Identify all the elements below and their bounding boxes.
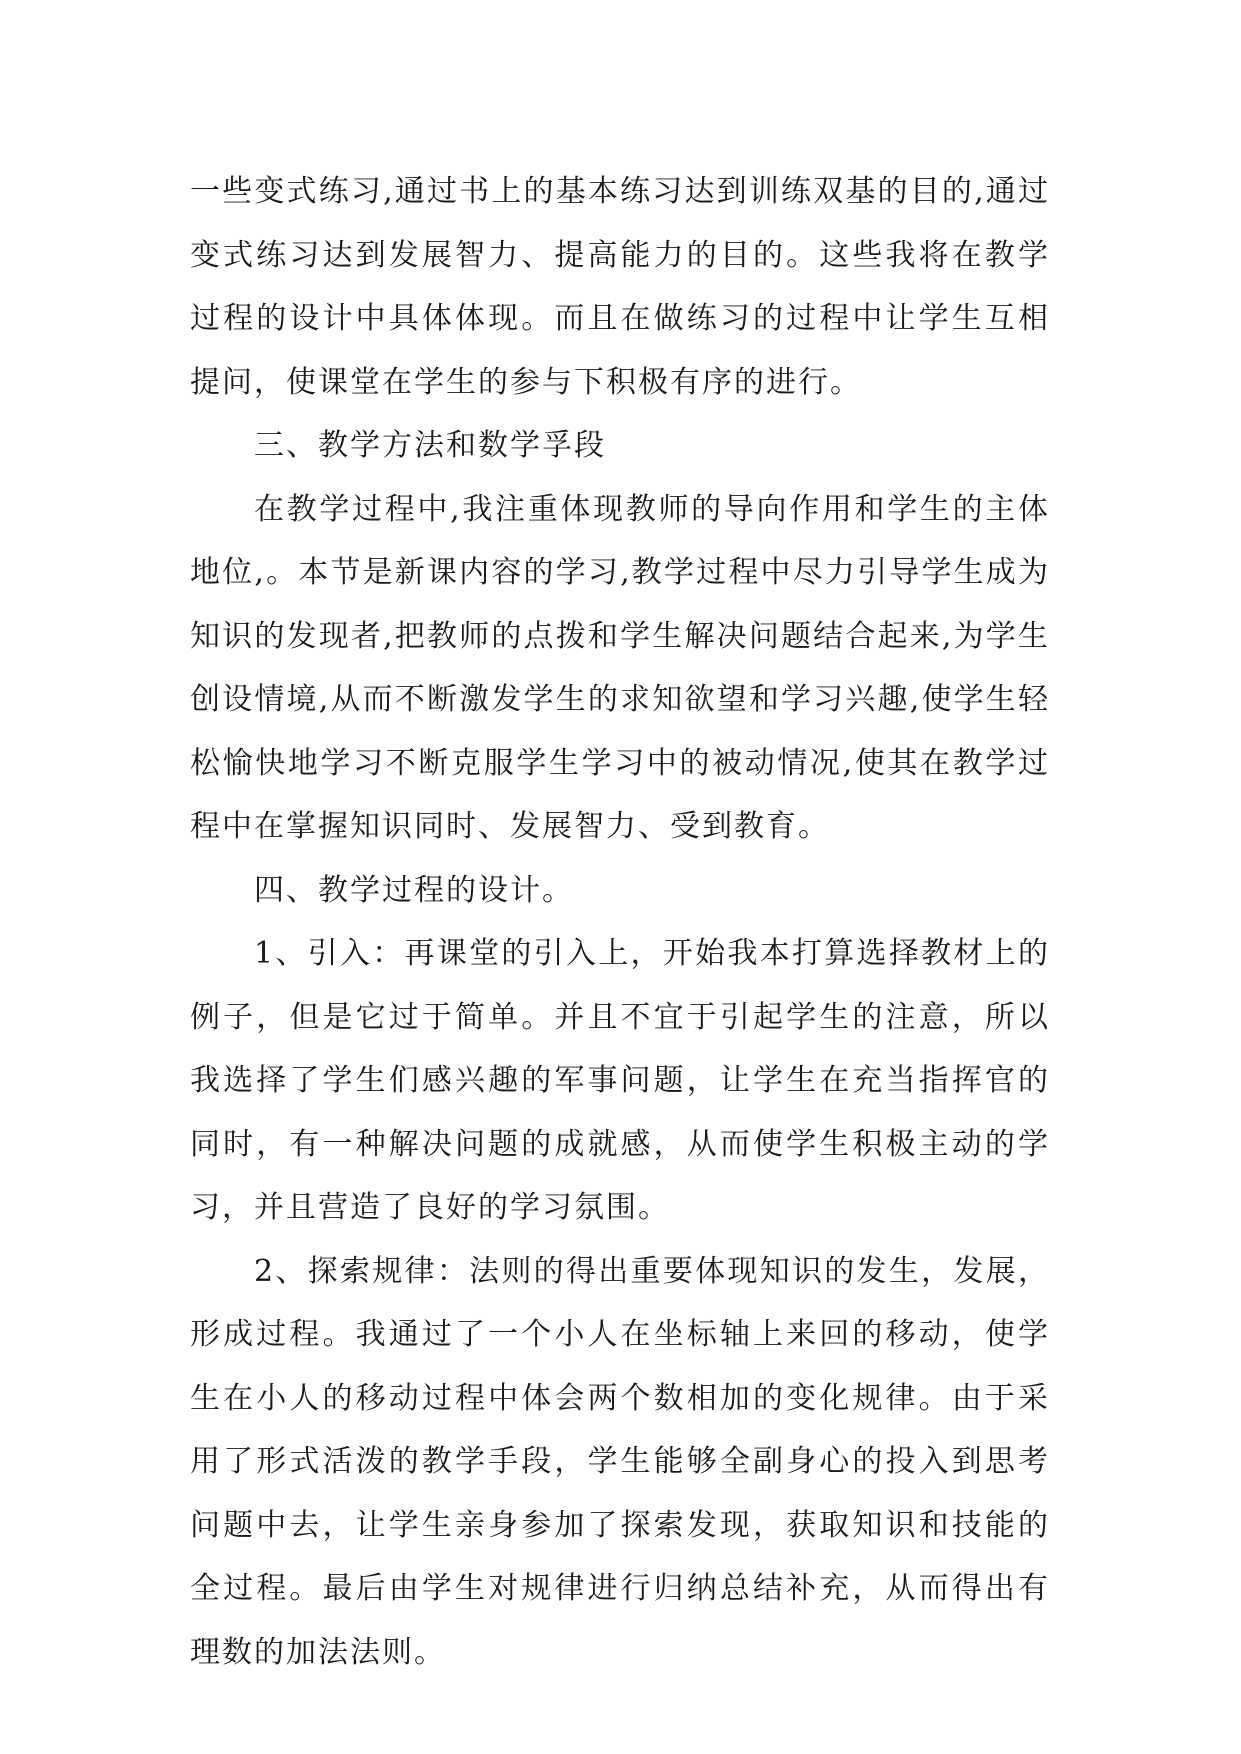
document-body (190, 160, 1050, 1684)
heading-process-design: 四、教学过程的设计。 (254, 872, 574, 908)
paragraph-explore-rules: 2、探索规律：法则的得出重要体现知识的发生，发展，形成过程。我通过了一个小人在坐标轴上来回的移动，使学生在小人的移动过程中体会两个数相加的变化规律。由于采用了形式活泼的教学手段，学生能够全副身心的投入到思考问题中去，让学生亲身参加了探索发现，获取知识和技能的全过程。最后由学生对规律进行归纳总结补充，从而得出有理数的加法法则。 (190, 1253, 1050, 1670)
heading-teaching-methods: 三、教学方法和数学孚段 (254, 428, 606, 463)
paragraph-teaching-methods: 在教学过程中,我注重体现教师的导向作用和学生的主体地位,。本节是新课内容的学习,教学过程中尽力引导学生成为知识的发现者,把教师的点拨和学生解决问题结合起来,为学生创设情境,从而不断激发学生的求知欲望和学习兴趣,使学生轻松愉快地学习不断克服学生学习中的被动情况,使其在教学过程中在掌握知识同时、发展智力、受到教育。 (190, 491, 1050, 844)
paragraph-exercises: 一些变式练习,通过书上的基本练习达到训练双基的目的,通过变式练习达到发展智力、提高能力的目的。这些我将在教学过程的设计中具体体现。而且在做练习的过程中让学生互相提问，使课堂在学生的参与下积极有序的进行。 (190, 174, 1050, 400)
paragraph-introduction: 1、引入：再课堂的引入上，开始我本打算选择教材上的例子，但是它过于简单。并且不宜于引起学生的注意，所以我选择了学生们感兴趣的军事问题，让学生在充当指挥官的同时，有一种解决问题的成就感，从而使学生积极主动的学习，并且营造了良好的学习氛围。 (190, 936, 1050, 1225)
